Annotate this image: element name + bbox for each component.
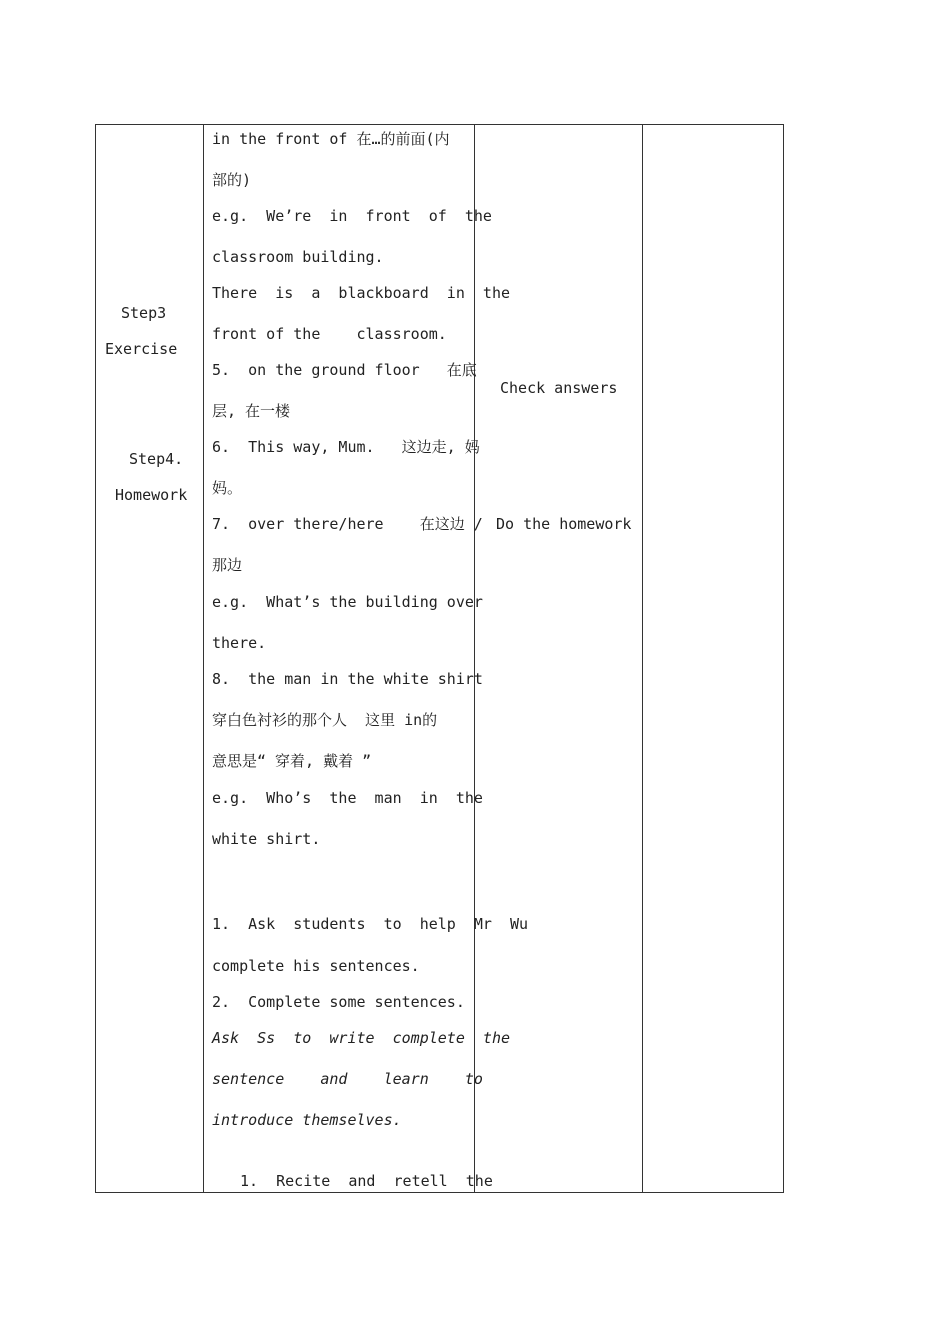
content-line: 意思是“ 穿着, 戴着 ” <box>212 752 372 770</box>
content-line: 8. the man in the white shirt <box>212 670 483 688</box>
step4-label: Step4. <box>129 450 184 468</box>
content-line: in the front of 在…的前面(内 <box>212 130 450 148</box>
content-line: there. <box>212 634 267 652</box>
content-line: 7. over there/here 在这边 / <box>212 515 483 533</box>
content-line: 那边 <box>212 556 243 574</box>
column-divider <box>642 125 643 1192</box>
content-line: introduce themselves. <box>212 1111 402 1129</box>
content-line: 层, 在一楼 <box>212 402 291 420</box>
content-line: 妈。 <box>212 479 243 497</box>
content-line: front of the classroom. <box>212 325 447 343</box>
content-line: e.g. What’s the building over <box>212 593 483 611</box>
content-line: e.g. Who’s the man in the <box>212 789 483 807</box>
column-divider <box>203 125 204 1192</box>
content-line: 穿白色衬衫的那个人 这里 in的 <box>212 711 438 729</box>
homework-label: Homework <box>115 486 188 504</box>
content-line: 6. This way, Mum. 这边走, 妈 <box>212 438 480 456</box>
check-answers-text: Check answers <box>500 379 618 397</box>
step3-label: Step3 <box>121 304 167 322</box>
content-line: classroom building. <box>212 248 384 266</box>
content-line: 2. Complete some sentences. <box>212 993 465 1011</box>
content-line: There is a blackboard in the <box>212 284 511 302</box>
content-line: white shirt. <box>212 830 321 848</box>
content-line: 部的) <box>212 171 252 189</box>
content-line: 1. Ask students to help Mr Wu <box>212 915 529 933</box>
content-line: sentence and learn to <box>212 1070 483 1088</box>
exercise-label: Exercise <box>105 340 178 358</box>
content-line: 1. Recite and retell the <box>240 1172 493 1190</box>
content-line: Ask Ss to write complete the <box>212 1029 511 1047</box>
content-line: 5. on the ground floor 在底 <box>212 361 477 379</box>
content-line: e.g. We’re in front of the <box>212 207 492 225</box>
content-line: complete his sentences. <box>212 957 420 975</box>
do-homework-text: Do the homework <box>496 515 632 533</box>
